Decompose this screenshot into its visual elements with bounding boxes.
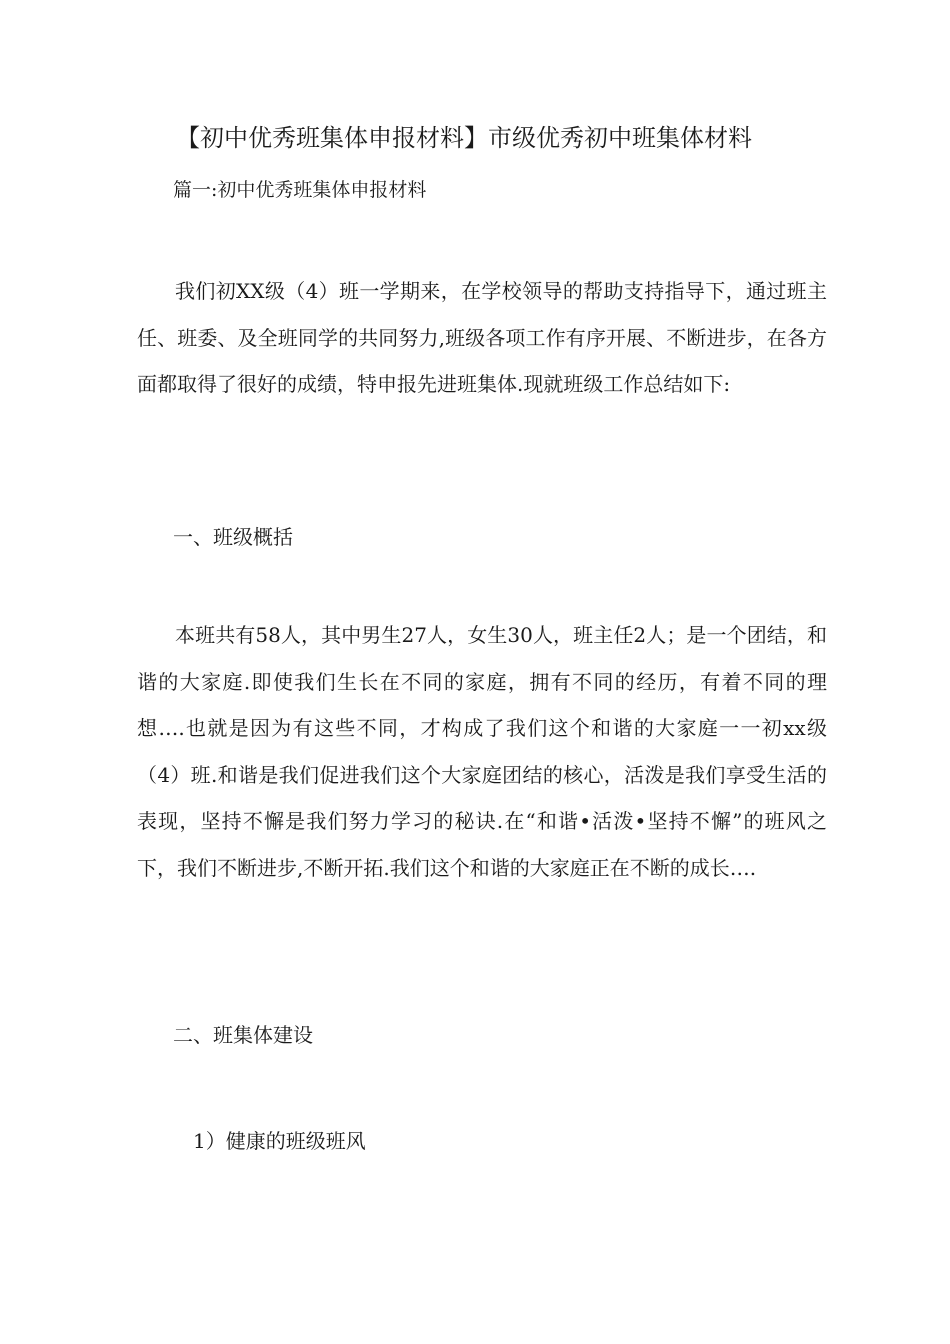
section-heading-overview: 一、班级概括 — [173, 525, 293, 549]
document-title: 【初中优秀班集体申报材料】市级优秀初中班集体材料 — [176, 124, 752, 152]
document-subtitle: 篇一:初中优秀班集体申报材料 — [173, 179, 427, 201]
subsection-heading-class-style: 1）健康的班级班风 — [193, 1129, 366, 1153]
section-heading-class-building: 二、班集体建设 — [173, 1023, 313, 1047]
overview-paragraph: 本班共有58人，其中男生27人，女生30人，班主任2人；是一个团结，和谐的大家庭.即使我们生长在不同的家庭，拥有不同的经历，有着不同的理想….也就是因为有这些不同，才构成了我们这个和谐的大家庭一一初xx级（4）班.和谐是我们促进我们这个大家庭团结的核心，活泼是我们享受生活的表现，坚持不懈是我们努力学习的秘诀.在“和谐•活泼•坚持不懈”的班风之下，我们不断进步,不断开拓.我们这个和谐的大家庭正在不断的成长…. — [137, 623, 827, 880]
intro-paragraph: 我们初XX级（4）班一学期来，在学校领导的帮助支持指导下，通过班主任、班委、及全班同学的共同努力,班级各项工作有序开展、不断进步，在各方面都取得了很好的成绩，特申报先进班集体.现就班级工作总结如下: — [137, 279, 827, 396]
